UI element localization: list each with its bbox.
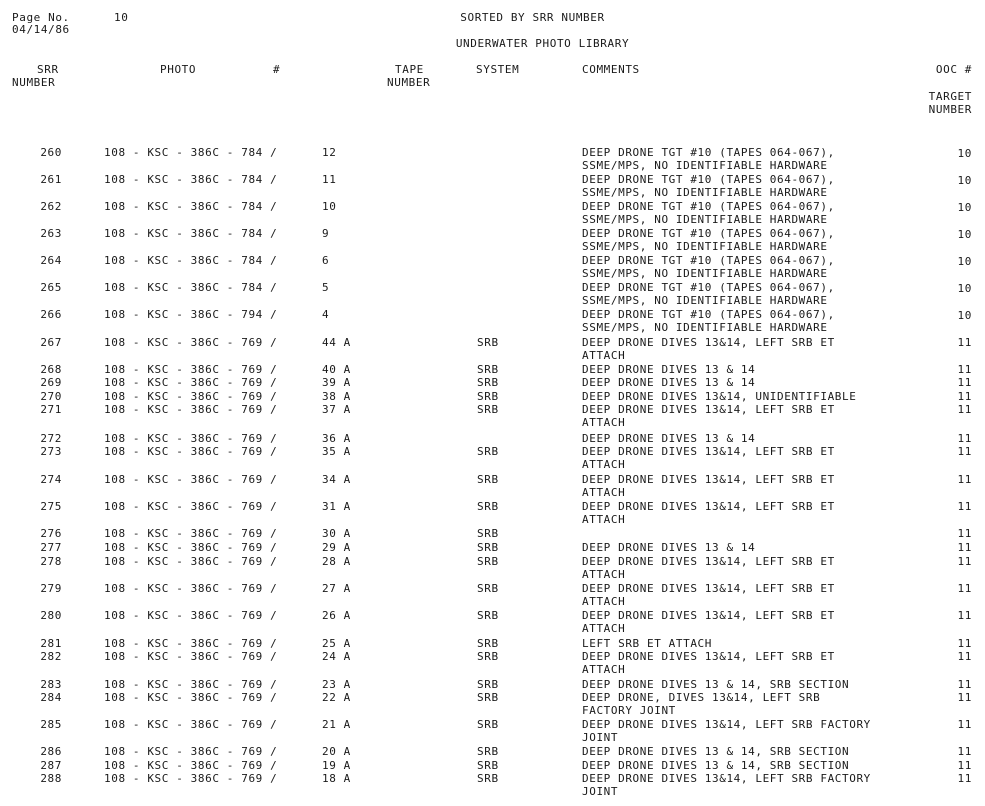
comment-line: DEEP DRONE DIVES 13&14, LEFT SRB ET: [582, 650, 835, 663]
srr-number: 269: [40, 376, 62, 389]
ooc-number: 11: [957, 500, 972, 513]
photo-id: 108 - KSC - 386C - 769 /: [104, 609, 278, 622]
comment-line: DEEP DRONE DIVES 13&14, LEFT SRB ET: [582, 555, 835, 568]
ooc-number: 11: [957, 759, 972, 772]
col-hash: #: [273, 63, 281, 76]
srr-number: 263: [40, 227, 62, 240]
photo-id: 108 - KSC - 386C - 794 /: [104, 308, 278, 321]
photo-id: 108 - KSC - 386C - 769 /: [104, 772, 278, 785]
photo-number: 18 A: [322, 772, 351, 785]
photo-id: 108 - KSC - 386C - 769 /: [104, 445, 278, 458]
ooc-number: 11: [957, 363, 972, 376]
page-number: 10: [114, 11, 129, 24]
srr-number: 264: [40, 254, 62, 267]
photo-id: 108 - KSC - 386C - 769 /: [104, 718, 278, 731]
system-cell: SRB: [477, 473, 499, 486]
srr-number: 265: [40, 281, 62, 294]
ooc-number: 11: [957, 691, 972, 704]
photo-number: 31 A: [322, 500, 351, 513]
ooc-number: 11: [957, 403, 972, 416]
ooc-number: 10: [957, 201, 972, 214]
comment-line: ATTACH: [582, 568, 626, 581]
ooc-number: 11: [957, 555, 972, 568]
photo-number: 25 A: [322, 637, 351, 650]
srr-number: 280: [40, 609, 62, 622]
photo-number: 23 A: [322, 678, 351, 691]
srr-number: 285: [40, 718, 62, 731]
photo-id: 108 - KSC - 386C - 769 /: [104, 527, 278, 540]
system-cell: SRB: [477, 555, 499, 568]
photo-id: 108 - KSC - 386C - 769 /: [104, 403, 278, 416]
system-cell: SRB: [477, 691, 499, 704]
comment-line: LEFT SRB ET ATTACH: [582, 637, 713, 650]
comment-line: ATTACH: [582, 595, 626, 608]
srr-number: 283: [40, 678, 62, 691]
sort-title: SORTED BY SRR NUMBER: [460, 11, 605, 24]
comment-line: DEEP DRONE DIVES 13 & 14, SRB SECTION: [582, 745, 850, 758]
ooc-number: 10: [957, 147, 972, 160]
srr-number: 272: [40, 432, 62, 445]
col-srr: SRR: [37, 63, 59, 76]
srr-number: 287: [40, 759, 62, 772]
col-tape: TAPE: [395, 63, 424, 76]
srr-number: 274: [40, 473, 62, 486]
comment-line: ATTACH: [582, 486, 626, 499]
srr-number: 275: [40, 500, 62, 513]
comment-line: SSME/MPS, NO IDENTIFIABLE HARDWARE: [582, 321, 828, 334]
srr-number: 267: [40, 336, 62, 349]
comment-line: DEEP DRONE DIVES 13&14, LEFT SRB FACTORY: [582, 772, 871, 785]
comment-line: DEEP DRONE TGT #10 (TAPES 064-067),: [582, 200, 835, 213]
comment-line: DEEP DRONE DIVES 13&14, UNIDENTIFIABLE: [582, 390, 857, 403]
system-cell: SRB: [477, 390, 499, 403]
ooc-number: 11: [957, 609, 972, 622]
comment-line: ATTACH: [582, 349, 626, 362]
ooc-number: 11: [957, 745, 972, 758]
photo-number: 29 A: [322, 541, 351, 554]
system-cell: SRB: [477, 650, 499, 663]
photo-number: 4: [322, 308, 330, 321]
photo-number: 34 A: [322, 473, 351, 486]
ooc-number: 10: [957, 174, 972, 187]
system-cell: SRB: [477, 403, 499, 416]
comment-line: DEEP DRONE TGT #10 (TAPES 064-067),: [582, 281, 835, 294]
photo-number: 35 A: [322, 445, 351, 458]
srr-number: 284: [40, 691, 62, 704]
system-cell: SRB: [477, 541, 499, 554]
comment-line: DEEP DRONE DIVES 13&14, LEFT SRB ET: [582, 500, 835, 513]
comment-line: ATTACH: [582, 513, 626, 526]
system-cell: SRB: [477, 772, 499, 785]
photo-id: 108 - KSC - 386C - 769 /: [104, 473, 278, 486]
photo-id: 108 - KSC - 386C - 769 /: [104, 500, 278, 513]
comment-line: ATTACH: [582, 622, 626, 635]
comment-line: DEEP DRONE DIVES 13&14, LEFT SRB FACTORY: [582, 718, 871, 731]
photo-number: 11: [322, 173, 337, 186]
comment-line: SSME/MPS, NO IDENTIFIABLE HARDWARE: [582, 267, 828, 280]
srr-number: 261: [40, 173, 62, 186]
photo-number: 27 A: [322, 582, 351, 595]
comment-line: DEEP DRONE TGT #10 (TAPES 064-067),: [582, 308, 835, 321]
ooc-number: 11: [957, 541, 972, 554]
library-title: UNDERWATER PHOTO LIBRARY: [455, 37, 630, 50]
report-date: 04/14/86: [12, 23, 70, 36]
ooc-number: 11: [957, 336, 972, 349]
photo-id: 108 - KSC - 386C - 769 /: [104, 691, 278, 704]
srr-number: 286: [40, 745, 62, 758]
photo-number: 36 A: [322, 432, 351, 445]
system-cell: SRB: [477, 445, 499, 458]
ooc-number: 11: [957, 678, 972, 691]
srr-number: 271: [40, 403, 62, 416]
comment-line: DEEP DRONE, DIVES 13&14, LEFT SRB: [582, 691, 821, 704]
system-cell: SRB: [477, 500, 499, 513]
photo-id: 108 - KSC - 386C - 769 /: [104, 541, 278, 554]
photo-number: 26 A: [322, 609, 351, 622]
photo-id: 108 - KSC - 386C - 784 /: [104, 254, 278, 267]
photo-id: 108 - KSC - 386C - 769 /: [104, 678, 278, 691]
photo-number: 39 A: [322, 376, 351, 389]
comment-line: DEEP DRONE DIVES 13 & 14, SRB SECTION: [582, 678, 850, 691]
system-cell: SRB: [477, 718, 499, 731]
col-photo: PHOTO: [160, 63, 197, 76]
ooc-number: 10: [957, 282, 972, 295]
ooc-number: 11: [957, 637, 972, 650]
photo-id: 108 - KSC - 386C - 769 /: [104, 637, 278, 650]
photo-number: 21 A: [322, 718, 351, 731]
col-ooc: OOC #: [935, 63, 972, 76]
system-cell: SRB: [477, 527, 499, 540]
photo-id: 108 - KSC - 386C - 784 /: [104, 146, 278, 159]
comment-line: DEEP DRONE DIVES 13&14, LEFT SRB ET: [582, 403, 835, 416]
comment-line: JOINT: [582, 785, 619, 798]
system-cell: SRB: [477, 678, 499, 691]
photo-number: 10: [322, 200, 337, 213]
page-label: Page No.: [12, 11, 70, 24]
system-cell: SRB: [477, 376, 499, 389]
system-cell: SRB: [477, 582, 499, 595]
ooc-number: 10: [957, 255, 972, 268]
comment-line: DEEP DRONE DIVES 13 & 14: [582, 376, 756, 389]
comment-line: DEEP DRONE DIVES 13&14, LEFT SRB ET: [582, 473, 835, 486]
col-srr-sub: NUMBER: [12, 76, 56, 89]
comment-line: DEEP DRONE TGT #10 (TAPES 064-067),: [582, 173, 835, 186]
srr-number: 278: [40, 555, 62, 568]
photo-number: 28 A: [322, 555, 351, 568]
col-system: SYSTEM: [476, 63, 520, 76]
photo-number: 12: [322, 146, 337, 159]
comment-line: DEEP DRONE TGT #10 (TAPES 064-067),: [582, 227, 835, 240]
system-cell: SRB: [477, 363, 499, 376]
comment-line: ATTACH: [582, 458, 626, 471]
comment-line: SSME/MPS, NO IDENTIFIABLE HARDWARE: [582, 240, 828, 253]
photo-id: 108 - KSC - 386C - 769 /: [104, 432, 278, 445]
srr-number: 268: [40, 363, 62, 376]
ooc-number: 11: [957, 527, 972, 540]
comment-line: DEEP DRONE DIVES 13 & 14: [582, 432, 756, 445]
comment-line: DEEP DRONE DIVES 13&14, LEFT SRB ET: [582, 336, 835, 349]
photo-number: 20 A: [322, 745, 351, 758]
photo-number: 44 A: [322, 336, 351, 349]
comment-line: SSME/MPS, NO IDENTIFIABLE HARDWARE: [582, 294, 828, 307]
photo-id: 108 - KSC - 386C - 769 /: [104, 363, 278, 376]
ooc-number: 11: [957, 650, 972, 663]
comment-line: FACTORY JOINT: [582, 704, 676, 717]
photo-id: 108 - KSC - 386C - 769 /: [104, 582, 278, 595]
comment-line: SSME/MPS, NO IDENTIFIABLE HARDWARE: [582, 159, 828, 172]
photo-number: 24 A: [322, 650, 351, 663]
comment-line: JOINT: [582, 731, 619, 744]
srr-number: 288: [40, 772, 62, 785]
photo-id: 108 - KSC - 386C - 769 /: [104, 759, 278, 772]
ooc-number: 11: [957, 432, 972, 445]
ooc-number: 11: [957, 390, 972, 403]
photo-number: 22 A: [322, 691, 351, 704]
photo-id: 108 - KSC - 386C - 769 /: [104, 745, 278, 758]
ooc-number: 11: [957, 772, 972, 785]
srr-number: 282: [40, 650, 62, 663]
comment-line: DEEP DRONE DIVES 13 & 14: [582, 363, 756, 376]
system-cell: SRB: [477, 336, 499, 349]
comment-line: DEEP DRONE DIVES 13&14, LEFT SRB ET: [582, 582, 835, 595]
comment-line: DEEP DRONE DIVES 13&14, LEFT SRB ET: [582, 609, 835, 622]
photo-number: 9: [322, 227, 330, 240]
photo-id: 108 - KSC - 386C - 769 /: [104, 555, 278, 568]
srr-number: 279: [40, 582, 62, 595]
ooc-number: 11: [957, 582, 972, 595]
ooc-number: 11: [957, 473, 972, 486]
photo-id: 108 - KSC - 386C - 769 /: [104, 336, 278, 349]
photo-id: 108 - KSC - 386C - 769 /: [104, 376, 278, 389]
srr-number: 266: [40, 308, 62, 321]
ooc-number: 10: [957, 228, 972, 241]
srr-number: 276: [40, 527, 62, 540]
photo-number: 6: [322, 254, 330, 267]
photo-number: 37 A: [322, 403, 351, 416]
comment-line: DEEP DRONE DIVES 13 & 14, SRB SECTION: [582, 759, 850, 772]
comment-line: DEEP DRONE TGT #10 (TAPES 064-067),: [582, 254, 835, 267]
comment-line: ATTACH: [582, 663, 626, 676]
srr-number: 281: [40, 637, 62, 650]
photo-id: 108 - KSC - 386C - 784 /: [104, 281, 278, 294]
photo-id: 108 - KSC - 386C - 784 /: [104, 200, 278, 213]
photo-number: 19 A: [322, 759, 351, 772]
comment-line: SSME/MPS, NO IDENTIFIABLE HARDWARE: [582, 186, 828, 199]
col-target: TARGET: [928, 90, 972, 103]
photo-number: 38 A: [322, 390, 351, 403]
system-cell: SRB: [477, 759, 499, 772]
srr-number: 270: [40, 390, 62, 403]
photo-number: 5: [322, 281, 330, 294]
srr-number: 277: [40, 541, 62, 554]
photo-id: 108 - KSC - 386C - 769 /: [104, 390, 278, 403]
srr-number: 260: [40, 146, 62, 159]
ooc-number: 11: [957, 376, 972, 389]
ooc-number: 11: [957, 445, 972, 458]
comment-line: ATTACH: [582, 416, 626, 429]
col-tape-sub: NUMBER: [387, 76, 431, 89]
photo-number: 30 A: [322, 527, 351, 540]
srr-number: 273: [40, 445, 62, 458]
comment-line: DEEP DRONE DIVES 13&14, LEFT SRB ET: [582, 445, 835, 458]
col-comments: COMMENTS: [582, 63, 640, 76]
system-cell: SRB: [477, 637, 499, 650]
photo-id: 108 - KSC - 386C - 784 /: [104, 227, 278, 240]
col-target-sub: NUMBER: [928, 103, 972, 116]
ooc-number: 11: [957, 718, 972, 731]
photo-id: 108 - KSC - 386C - 784 /: [104, 173, 278, 186]
photo-id: 108 - KSC - 386C - 769 /: [104, 650, 278, 663]
srr-number: 262: [40, 200, 62, 213]
ooc-number: 10: [957, 309, 972, 322]
system-cell: SRB: [477, 745, 499, 758]
system-cell: SRB: [477, 609, 499, 622]
comment-line: DEEP DRONE TGT #10 (TAPES 064-067),: [582, 146, 835, 159]
comment-line: SSME/MPS, NO IDENTIFIABLE HARDWARE: [582, 213, 828, 226]
photo-number: 40 A: [322, 363, 351, 376]
comment-line: DEEP DRONE DIVES 13 & 14: [582, 541, 756, 554]
